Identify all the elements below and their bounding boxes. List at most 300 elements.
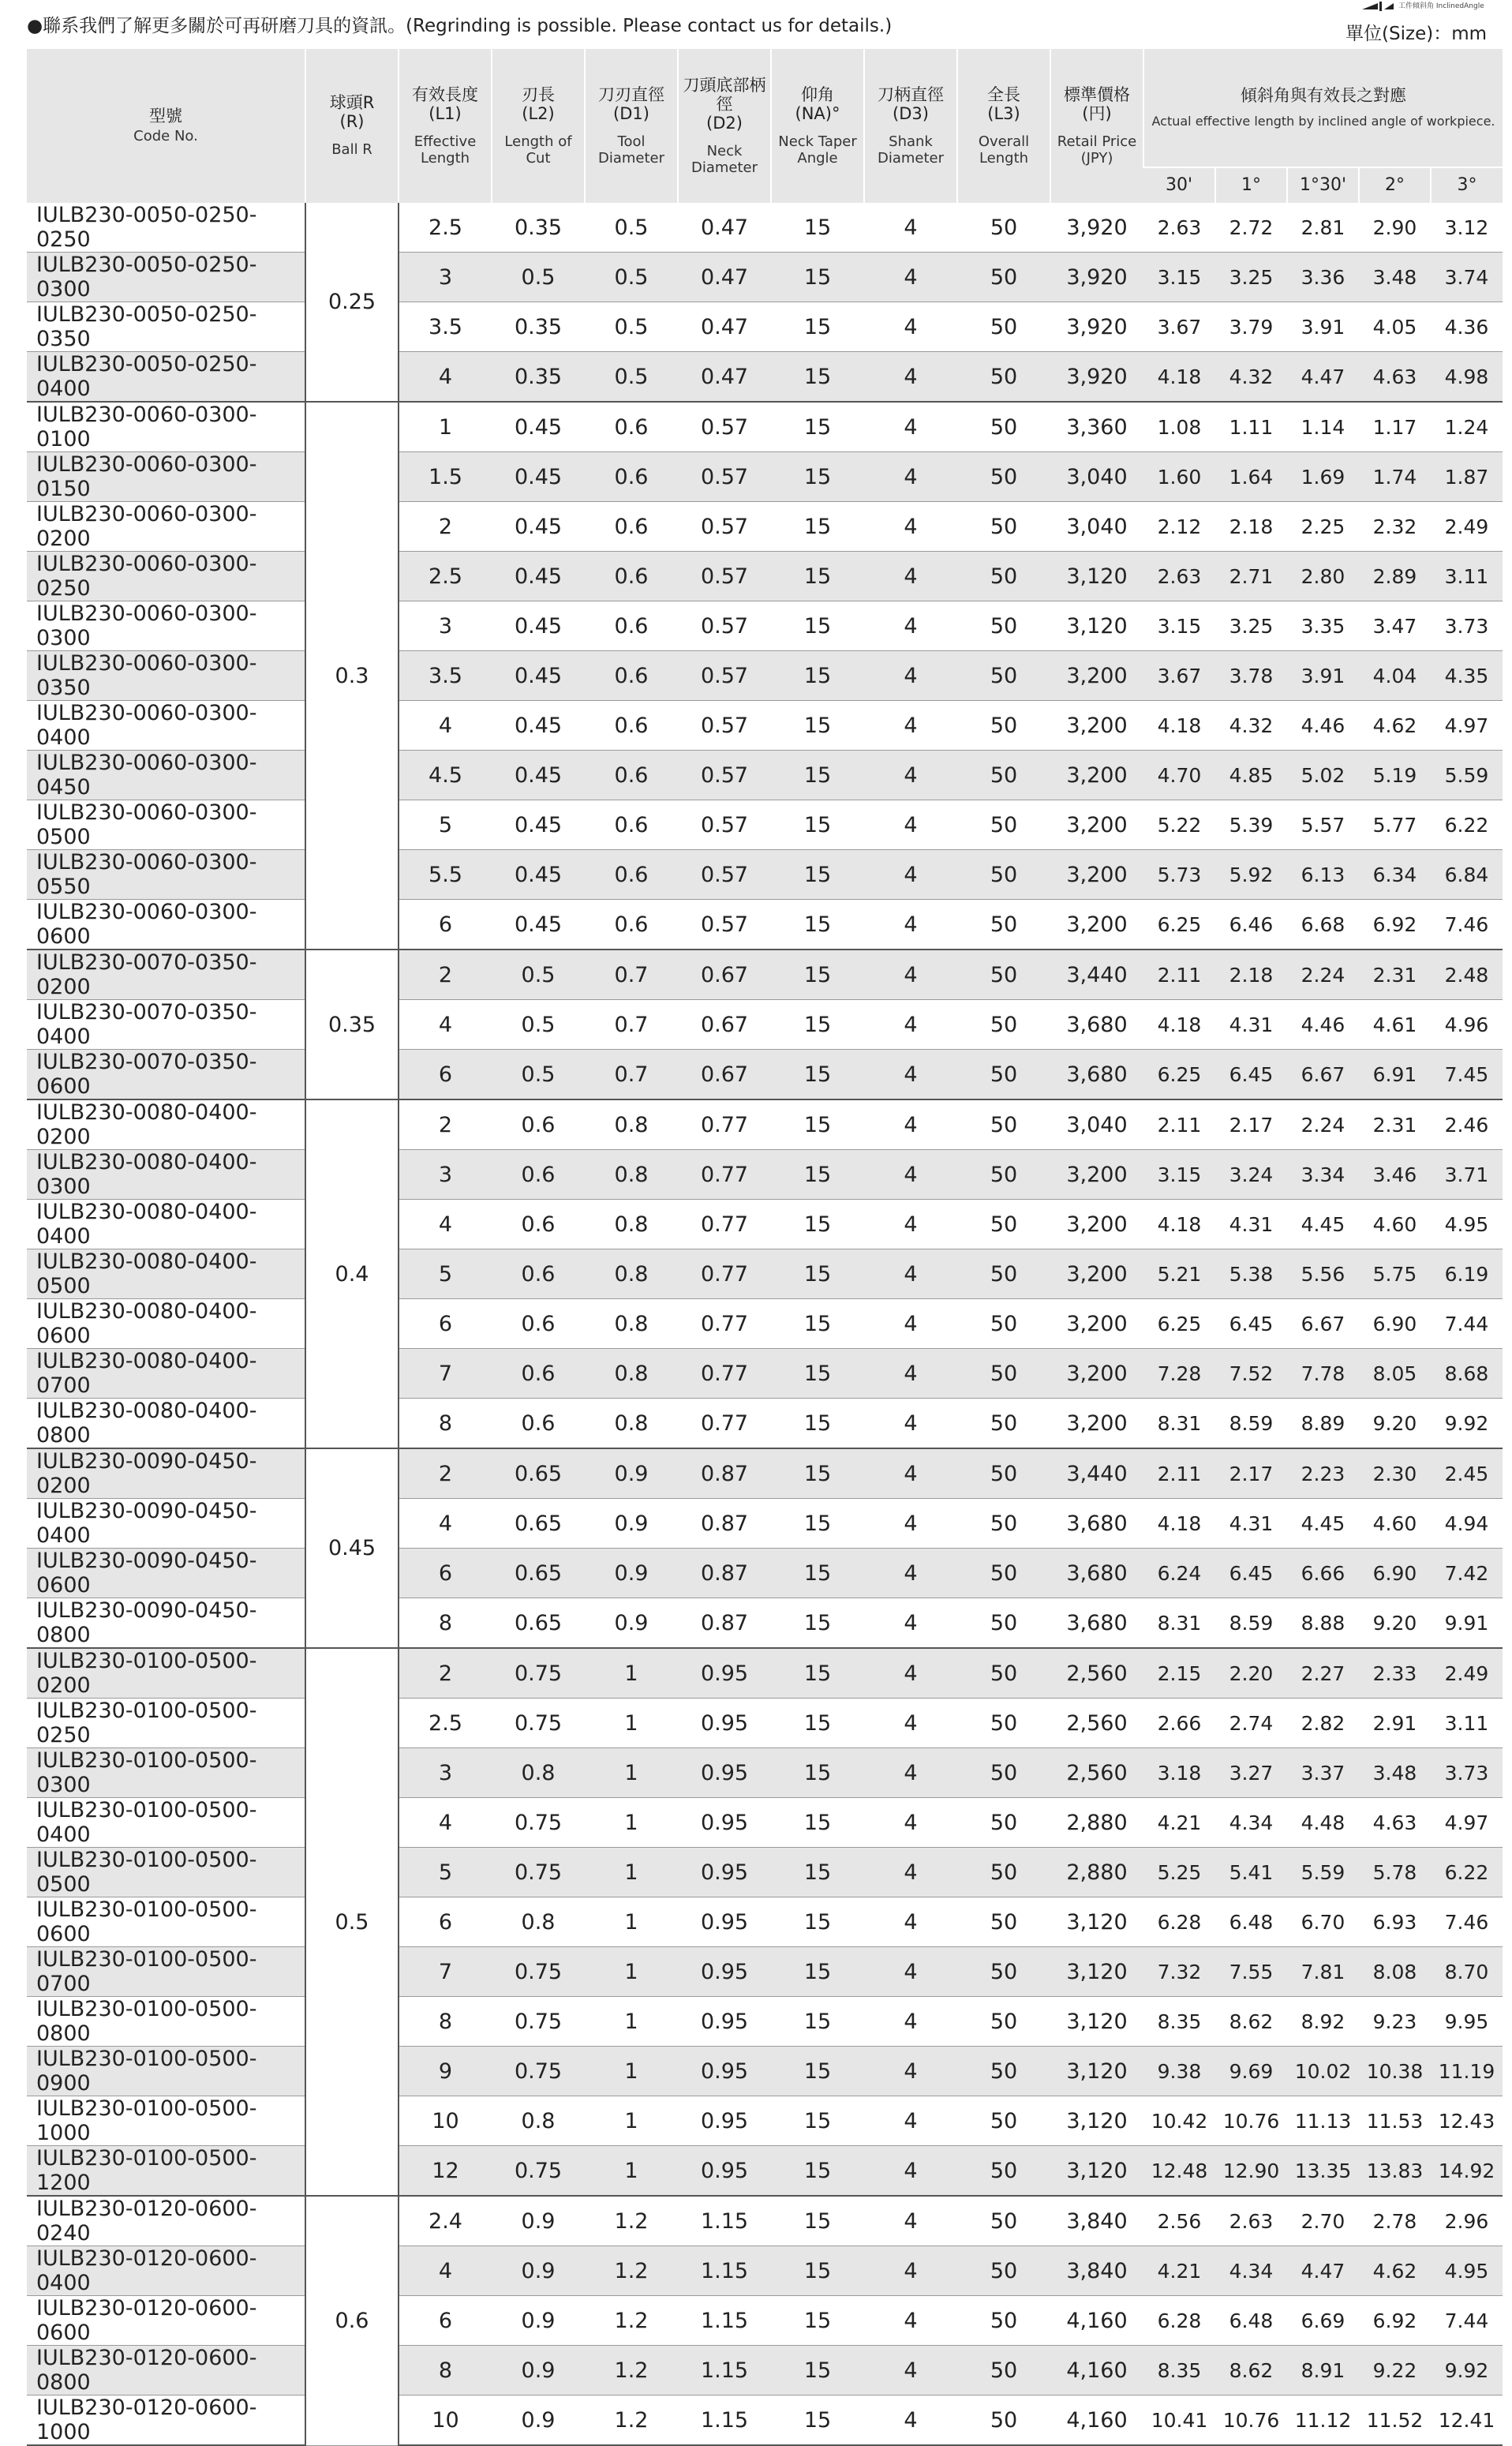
cell-retail-price: 3,200	[1050, 850, 1143, 900]
cell-angle-1deg: 6.45	[1215, 1299, 1287, 1349]
cell-angle-1deg30: 6.68	[1287, 900, 1359, 950]
cell-angle-3deg: 8.68	[1431, 1349, 1503, 1399]
cell-angle-2deg: 3.48	[1359, 1748, 1431, 1798]
cell-angle-30min: 2.63	[1143, 203, 1215, 253]
cell-angle-1deg30: 2.81	[1287, 203, 1359, 253]
cell-angle-30min: 2.66	[1143, 1699, 1215, 1748]
cell-angle-2deg: 9.20	[1359, 1598, 1431, 1649]
cell-angle-30min: 5.73	[1143, 850, 1215, 900]
cell-angle-1deg30: 5.56	[1287, 1249, 1359, 1299]
table-header	[27, 49, 1503, 203]
cell-length-of-cut: 0.45	[492, 850, 585, 900]
cell-effective-length: 2	[399, 1648, 492, 1699]
cell-shank-diameter: 4	[864, 950, 957, 1000]
cell-angle-3deg: 2.48	[1431, 950, 1503, 1000]
cell-neck-diameter: 0.57	[678, 452, 771, 502]
cell-overall-length: 50	[957, 253, 1050, 302]
cell-angle-1deg: 5.38	[1215, 1249, 1287, 1299]
cell-tool-diameter: 0.5	[585, 253, 678, 302]
cell-neck-diameter: 0.95	[678, 1748, 771, 1798]
cell-angle-3deg: 2.96	[1431, 2196, 1503, 2246]
cell-angle-1deg30: 5.59	[1287, 1848, 1359, 1897]
cell-angle-3deg: 6.19	[1431, 1249, 1503, 1299]
cell-length-of-cut: 0.65	[492, 1598, 585, 1649]
table-row	[27, 502, 1503, 552]
cell-angle-30min: 8.35	[1143, 2346, 1215, 2395]
cell-angle-2deg: 6.92	[1359, 2296, 1431, 2346]
cell-code: IULB230-0100-0500-0900	[27, 2047, 305, 2096]
cell-angle-1deg: 6.46	[1215, 900, 1287, 950]
cell-code: IULB230-0060-0300-0350	[27, 651, 305, 701]
table-row	[27, 1997, 1503, 2047]
cell-angle-30min: 5.25	[1143, 1848, 1215, 1897]
cell-angle-2deg: 4.04	[1359, 651, 1431, 701]
cell-retail-price: 3,040	[1050, 452, 1143, 502]
cell-angle-1deg: 5.39	[1215, 800, 1287, 850]
cell-angle-2deg: 3.48	[1359, 253, 1431, 302]
cell-angle-3deg: 1.87	[1431, 452, 1503, 502]
cell-angle-3deg: 4.35	[1431, 651, 1503, 701]
cell-neck-taper-angle: 15	[771, 751, 864, 800]
cell-retail-price: 3,440	[1050, 950, 1143, 1000]
cell-neck-taper-angle: 15	[771, 402, 864, 452]
table-row	[27, 402, 1503, 452]
cell-angle-1deg: 1.64	[1215, 452, 1287, 502]
cell-neck-diameter: 1.15	[678, 2196, 771, 2246]
cell-effective-length: 8	[399, 1399, 492, 1449]
cell-retail-price: 3,440	[1050, 1448, 1143, 1499]
cell-effective-length: 4	[399, 701, 492, 751]
cell-overall-length: 50	[957, 1050, 1050, 1100]
cell-retail-price: 3,200	[1050, 1249, 1143, 1299]
table-row	[27, 1699, 1503, 1748]
cell-tool-diameter: 0.6	[585, 900, 678, 950]
cell-neck-taper-angle: 15	[771, 850, 864, 900]
cell-neck-taper-angle: 15	[771, 2146, 864, 2197]
cell-angle-3deg: 3.11	[1431, 552, 1503, 601]
cell-overall-length: 50	[957, 800, 1050, 850]
cell-neck-taper-angle: 15	[771, 651, 864, 701]
cell-angle-3deg: 6.84	[1431, 850, 1503, 900]
cell-shank-diameter: 4	[864, 1150, 957, 1200]
cell-angle-3deg: 9.92	[1431, 1399, 1503, 1449]
cell-neck-diameter: 0.95	[678, 1897, 771, 1947]
cell-tool-diameter: 1	[585, 1997, 678, 2047]
cell-angle-1deg: 4.32	[1215, 352, 1287, 403]
cell-code: IULB230-0120-0600-0600	[27, 2296, 305, 2346]
cell-code: IULB230-0100-0500-1200	[27, 2146, 305, 2197]
cell-overall-length: 50	[957, 2395, 1050, 2446]
cell-effective-length: 6	[399, 900, 492, 950]
cell-shank-diameter: 4	[864, 2196, 957, 2246]
cell-angle-3deg: 9.92	[1431, 2346, 1503, 2395]
cell-neck-taper-angle: 15	[771, 552, 864, 601]
cell-tool-diameter: 0.6	[585, 502, 678, 552]
table-row	[27, 850, 1503, 900]
cell-overall-length: 50	[957, 1499, 1050, 1549]
cell-angle-3deg: 4.97	[1431, 701, 1503, 751]
cell-angle-1deg: 2.74	[1215, 1699, 1287, 1748]
cell-length-of-cut: 0.35	[492, 352, 585, 403]
cell-angle-1deg: 3.25	[1215, 601, 1287, 651]
cell-shank-diameter: 4	[864, 601, 957, 651]
cell-length-of-cut: 0.65	[492, 1499, 585, 1549]
cell-effective-length: 3.5	[399, 651, 492, 701]
cell-shank-diameter: 4	[864, 502, 957, 552]
cell-angle-3deg: 4.98	[1431, 352, 1503, 403]
cell-angle-1deg30: 2.70	[1287, 2196, 1359, 2246]
cell-code: IULB230-0060-0300-0500	[27, 800, 305, 850]
cell-angle-1deg30: 4.47	[1287, 2246, 1359, 2296]
col-length-of-cut: 刃長 (L2) Length of Cut	[492, 49, 585, 203]
cell-length-of-cut: 0.5	[492, 1000, 585, 1050]
cell-neck-taper-angle: 15	[771, 1897, 864, 1947]
cell-length-of-cut: 0.45	[492, 452, 585, 502]
cell-angle-30min: 9.38	[1143, 2047, 1215, 2096]
cell-shank-diameter: 4	[864, 2246, 957, 2296]
cell-neck-diameter: 0.57	[678, 800, 771, 850]
cell-code: IULB230-0100-0500-1000	[27, 2096, 305, 2146]
cell-angle-2deg: 5.75	[1359, 1249, 1431, 1299]
cell-retail-price: 3,200	[1050, 1299, 1143, 1349]
cell-effective-length: 4	[399, 2246, 492, 2296]
cell-tool-diameter: 1	[585, 2096, 678, 2146]
cell-angle-30min: 3.15	[1143, 253, 1215, 302]
cell-length-of-cut: 0.45	[492, 701, 585, 751]
cell-angle-1deg30: 8.91	[1287, 2346, 1359, 2395]
cell-retail-price: 3,920	[1050, 203, 1143, 253]
cell-tool-diameter: 0.6	[585, 751, 678, 800]
cell-shank-diameter: 4	[864, 1748, 957, 1798]
cell-effective-length: 6	[399, 2296, 492, 2346]
cell-tool-diameter: 0.7	[585, 1050, 678, 1100]
cell-length-of-cut: 0.6	[492, 1299, 585, 1349]
cell-overall-length: 50	[957, 1947, 1050, 1997]
cell-neck-diameter: 0.95	[678, 1648, 771, 1699]
cell-overall-length: 50	[957, 1699, 1050, 1748]
cell-angle-1deg30: 3.34	[1287, 1150, 1359, 1200]
cell-angle-1deg30: 6.70	[1287, 1897, 1359, 1947]
cell-effective-length: 3	[399, 253, 492, 302]
cell-retail-price: 2,880	[1050, 1798, 1143, 1848]
cell-ball-r: 0.4	[305, 1099, 399, 1448]
cell-length-of-cut: 0.35	[492, 203, 585, 253]
cell-angle-3deg: 12.43	[1431, 2096, 1503, 2146]
cell-angle-2deg: 10.38	[1359, 2047, 1431, 2096]
cell-angle-1deg30: 4.45	[1287, 1200, 1359, 1249]
col-inclined-angle-group: 傾斜角與有效長之對應 Actual effective length by inclined angle of workpiece.	[1143, 49, 1503, 167]
table-row	[27, 2346, 1503, 2395]
cell-retail-price: 3,040	[1050, 502, 1143, 552]
cell-angle-30min: 2.11	[1143, 950, 1215, 1000]
cell-tool-diameter: 1	[585, 1798, 678, 1848]
cell-retail-price: 2,560	[1050, 1648, 1143, 1699]
cell-tool-diameter: 0.8	[585, 1249, 678, 1299]
cell-tool-diameter: 1	[585, 2146, 678, 2197]
cell-angle-1deg: 2.18	[1215, 950, 1287, 1000]
cell-tool-diameter: 0.8	[585, 1349, 678, 1399]
cell-angle-30min: 6.25	[1143, 1050, 1215, 1100]
cell-angle-3deg: 3.71	[1431, 1150, 1503, 1200]
cell-shank-diameter: 4	[864, 1000, 957, 1050]
col-angle-3deg: 3°	[1431, 167, 1503, 203]
cell-shank-diameter: 4	[864, 1349, 957, 1399]
cell-length-of-cut: 0.6	[492, 1399, 585, 1449]
cell-code: IULB230-0070-0350-0400	[27, 1000, 305, 1050]
cell-angle-1deg30: 6.69	[1287, 2296, 1359, 2346]
table-row	[27, 1798, 1503, 1848]
cell-retail-price: 3,120	[1050, 2047, 1143, 2096]
cell-neck-taper-angle: 15	[771, 1598, 864, 1649]
cell-angle-2deg: 9.23	[1359, 1997, 1431, 2047]
cell-code: IULB230-0050-0250-0350	[27, 302, 305, 352]
table-row	[27, 203, 1503, 253]
table-row	[27, 1848, 1503, 1897]
cell-retail-price: 4,160	[1050, 2296, 1143, 2346]
cell-angle-30min: 7.28	[1143, 1349, 1215, 1399]
table-row	[27, 701, 1503, 751]
cell-angle-2deg: 9.22	[1359, 2346, 1431, 2395]
col-angle-1deg: 1°	[1215, 167, 1287, 203]
cell-overall-length: 50	[957, 1648, 1050, 1699]
cell-retail-price: 3,120	[1050, 2096, 1143, 2146]
cell-overall-length: 50	[957, 2047, 1050, 2096]
cell-length-of-cut: 0.6	[492, 1249, 585, 1299]
cell-angle-1deg30: 4.45	[1287, 1499, 1359, 1549]
cell-angle-1deg30: 7.78	[1287, 1349, 1359, 1399]
cell-angle-2deg: 9.20	[1359, 1399, 1431, 1449]
cell-retail-price: 3,200	[1050, 1150, 1143, 1200]
table-row	[27, 1050, 1503, 1100]
cell-neck-taper-angle: 15	[771, 1748, 864, 1798]
cell-length-of-cut: 0.65	[492, 1549, 585, 1598]
cell-angle-3deg: 4.95	[1431, 2246, 1503, 2296]
cell-retail-price: 3,840	[1050, 2246, 1143, 2296]
cell-code: IULB230-0100-0500-0250	[27, 1699, 305, 1748]
table-row	[27, 2196, 1503, 2246]
cell-tool-diameter: 0.6	[585, 800, 678, 850]
cell-neck-taper-angle: 15	[771, 2346, 864, 2395]
cell-angle-2deg: 4.63	[1359, 1798, 1431, 1848]
cell-overall-length: 50	[957, 950, 1050, 1000]
cell-angle-3deg: 3.73	[1431, 1748, 1503, 1798]
col-overall-length: 全長 (L3) Overall Length	[957, 49, 1050, 203]
table-row	[27, 1150, 1503, 1200]
cell-angle-3deg: 7.42	[1431, 1549, 1503, 1598]
col-neck-diameter: 刀頭底部柄徑 (D2) Neck Diameter	[678, 49, 771, 203]
cell-code: IULB230-0060-0300-0100	[27, 402, 305, 452]
cell-shank-diameter: 4	[864, 552, 957, 601]
cell-effective-length: 4	[399, 352, 492, 403]
cell-angle-2deg: 4.62	[1359, 701, 1431, 751]
cell-neck-diameter: 0.57	[678, 701, 771, 751]
cell-retail-price: 3,120	[1050, 2146, 1143, 2197]
cell-angle-3deg: 9.95	[1431, 1997, 1503, 2047]
cell-overall-length: 50	[957, 552, 1050, 601]
cell-overall-length: 50	[957, 1798, 1050, 1848]
cell-angle-2deg: 2.91	[1359, 1699, 1431, 1748]
cell-angle-1deg: 2.63	[1215, 2196, 1287, 2246]
cell-neck-diameter: 0.87	[678, 1598, 771, 1649]
cell-retail-price: 3,200	[1050, 900, 1143, 950]
cell-shank-diameter: 4	[864, 203, 957, 253]
cell-neck-taper-angle: 15	[771, 2395, 864, 2446]
cell-neck-taper-angle: 15	[771, 452, 864, 502]
cell-neck-diameter: 0.67	[678, 1050, 771, 1100]
cell-angle-1deg: 6.48	[1215, 2296, 1287, 2346]
cell-effective-length: 4.5	[399, 751, 492, 800]
cell-effective-length: 4	[399, 1000, 492, 1050]
cell-angle-2deg: 1.74	[1359, 452, 1431, 502]
table-row	[27, 1598, 1503, 1649]
cell-angle-30min: 5.22	[1143, 800, 1215, 850]
cell-overall-length: 50	[957, 2096, 1050, 2146]
cell-neck-diameter: 0.77	[678, 1200, 771, 1249]
cell-neck-taper-angle: 15	[771, 701, 864, 751]
cell-code: IULB230-0050-0250-0300	[27, 253, 305, 302]
cell-angle-1deg30: 2.82	[1287, 1699, 1359, 1748]
cell-effective-length: 7	[399, 1349, 492, 1399]
cell-angle-3deg: 2.45	[1431, 1448, 1503, 1499]
cell-angle-1deg: 4.34	[1215, 1798, 1287, 1848]
cell-length-of-cut: 0.75	[492, 1848, 585, 1897]
cell-retail-price: 3,200	[1050, 1399, 1143, 1449]
cell-angle-2deg: 13.83	[1359, 2146, 1431, 2197]
cell-neck-taper-angle: 15	[771, 1549, 864, 1598]
product-spec-table	[27, 49, 1503, 2446]
cell-overall-length: 50	[957, 1598, 1050, 1649]
cell-shank-diameter: 4	[864, 1598, 957, 1649]
cell-neck-taper-angle: 15	[771, 203, 864, 253]
cell-neck-taper-angle: 15	[771, 2047, 864, 2096]
cell-overall-length: 50	[957, 751, 1050, 800]
cell-angle-3deg: 7.46	[1431, 1897, 1503, 1947]
cell-length-of-cut: 0.8	[492, 1748, 585, 1798]
cell-shank-diameter: 4	[864, 1549, 957, 1598]
cell-angle-1deg30: 5.57	[1287, 800, 1359, 850]
cell-angle-2deg: 4.61	[1359, 1000, 1431, 1050]
cell-angle-1deg30: 6.67	[1287, 1050, 1359, 1100]
cell-angle-1deg: 2.20	[1215, 1648, 1287, 1699]
cell-overall-length: 50	[957, 701, 1050, 751]
cell-angle-3deg: 3.74	[1431, 253, 1503, 302]
cell-code: IULB230-0100-0500-0300	[27, 1748, 305, 1798]
cell-ball-r: 0.35	[305, 950, 399, 1099]
cell-neck-diameter: 0.77	[678, 1099, 771, 1150]
cell-overall-length: 50	[957, 601, 1050, 651]
cell-code: IULB230-0060-0300-0250	[27, 552, 305, 601]
cell-length-of-cut: 0.6	[492, 1099, 585, 1150]
cell-shank-diameter: 4	[864, 2346, 957, 2395]
cell-tool-diameter: 0.7	[585, 1000, 678, 1050]
cell-neck-diameter: 0.57	[678, 651, 771, 701]
cell-length-of-cut: 0.35	[492, 302, 585, 352]
cell-overall-length: 50	[957, 651, 1050, 701]
cell-retail-price: 3,680	[1050, 1050, 1143, 1100]
cell-effective-length: 8	[399, 2346, 492, 2395]
cell-length-of-cut: 0.45	[492, 800, 585, 850]
cell-angle-30min: 6.24	[1143, 1549, 1215, 1598]
cell-retail-price: 4,160	[1050, 2346, 1143, 2395]
cell-overall-length: 50	[957, 1997, 1050, 2047]
cell-overall-length: 50	[957, 452, 1050, 502]
cell-effective-length: 2.5	[399, 1699, 492, 1748]
cell-angle-30min: 5.21	[1143, 1249, 1215, 1299]
cell-retail-price: 3,040	[1050, 1099, 1143, 1150]
cell-length-of-cut: 0.9	[492, 2296, 585, 2346]
cell-effective-length: 3	[399, 1150, 492, 1200]
cell-tool-diameter: 0.6	[585, 552, 678, 601]
table-row	[27, 1748, 1503, 1798]
cell-neck-diameter: 0.57	[678, 402, 771, 452]
cell-angle-30min: 2.11	[1143, 1448, 1215, 1499]
cell-angle-1deg: 4.34	[1215, 2246, 1287, 2296]
cell-neck-taper-angle: 15	[771, 2246, 864, 2296]
table-row	[27, 1349, 1503, 1399]
cell-overall-length: 50	[957, 352, 1050, 403]
cell-angle-3deg: 7.45	[1431, 1050, 1503, 1100]
cell-retail-price: 3,200	[1050, 701, 1143, 751]
cell-angle-1deg30: 2.27	[1287, 1648, 1359, 1699]
cell-angle-2deg: 2.32	[1359, 502, 1431, 552]
cell-retail-price: 3,920	[1050, 253, 1143, 302]
cell-angle-3deg: 4.95	[1431, 1200, 1503, 1249]
cell-effective-length: 6	[399, 1299, 492, 1349]
cell-code: IULB230-0120-0600-0400	[27, 2246, 305, 2296]
cell-neck-diameter: 0.67	[678, 1000, 771, 1050]
table-row	[27, 352, 1503, 403]
cell-overall-length: 50	[957, 2196, 1050, 2246]
cell-angle-1deg: 4.31	[1215, 1200, 1287, 1249]
cell-ball-r: 0.5	[305, 1648, 399, 2196]
cell-angle-1deg30: 8.89	[1287, 1399, 1359, 1449]
cell-tool-diameter: 0.8	[585, 1399, 678, 1449]
cell-angle-1deg: 3.79	[1215, 302, 1287, 352]
cell-neck-diameter: 0.77	[678, 1349, 771, 1399]
cell-angle-30min: 2.11	[1143, 1099, 1215, 1150]
cell-angle-3deg: 9.91	[1431, 1598, 1503, 1649]
cell-angle-30min: 2.12	[1143, 502, 1215, 552]
cell-angle-3deg: 1.24	[1431, 402, 1503, 452]
cell-neck-taper-angle: 15	[771, 1848, 864, 1897]
cell-retail-price: 3,680	[1050, 1000, 1143, 1050]
cell-angle-3deg: 7.44	[1431, 1299, 1503, 1349]
cell-overall-length: 50	[957, 1549, 1050, 1598]
cell-angle-1deg30: 6.67	[1287, 1299, 1359, 1349]
table-row	[27, 1947, 1503, 1997]
cell-neck-taper-angle: 15	[771, 1399, 864, 1449]
cell-neck-taper-angle: 15	[771, 1699, 864, 1748]
cell-angle-1deg30: 11.13	[1287, 2096, 1359, 2146]
cell-tool-diameter: 1.2	[585, 2395, 678, 2446]
cell-angle-30min: 7.32	[1143, 1947, 1215, 1997]
cell-angle-1deg: 3.27	[1215, 1748, 1287, 1798]
cell-neck-taper-angle: 15	[771, 1499, 864, 1549]
cell-angle-2deg: 4.62	[1359, 2246, 1431, 2296]
cell-tool-diameter: 0.5	[585, 203, 678, 253]
cell-angle-2deg: 6.34	[1359, 850, 1431, 900]
cell-retail-price: 3,200	[1050, 1349, 1143, 1399]
cell-angle-1deg30: 2.23	[1287, 1448, 1359, 1499]
cell-overall-length: 50	[957, 1349, 1050, 1399]
table-row	[27, 651, 1503, 701]
table-row	[27, 1249, 1503, 1299]
cell-neck-diameter: 0.67	[678, 950, 771, 1000]
cell-effective-length: 10	[399, 2096, 492, 2146]
cell-angle-2deg: 5.19	[1359, 751, 1431, 800]
cell-angle-1deg30: 5.02	[1287, 751, 1359, 800]
cell-angle-1deg: 12.90	[1215, 2146, 1287, 2197]
